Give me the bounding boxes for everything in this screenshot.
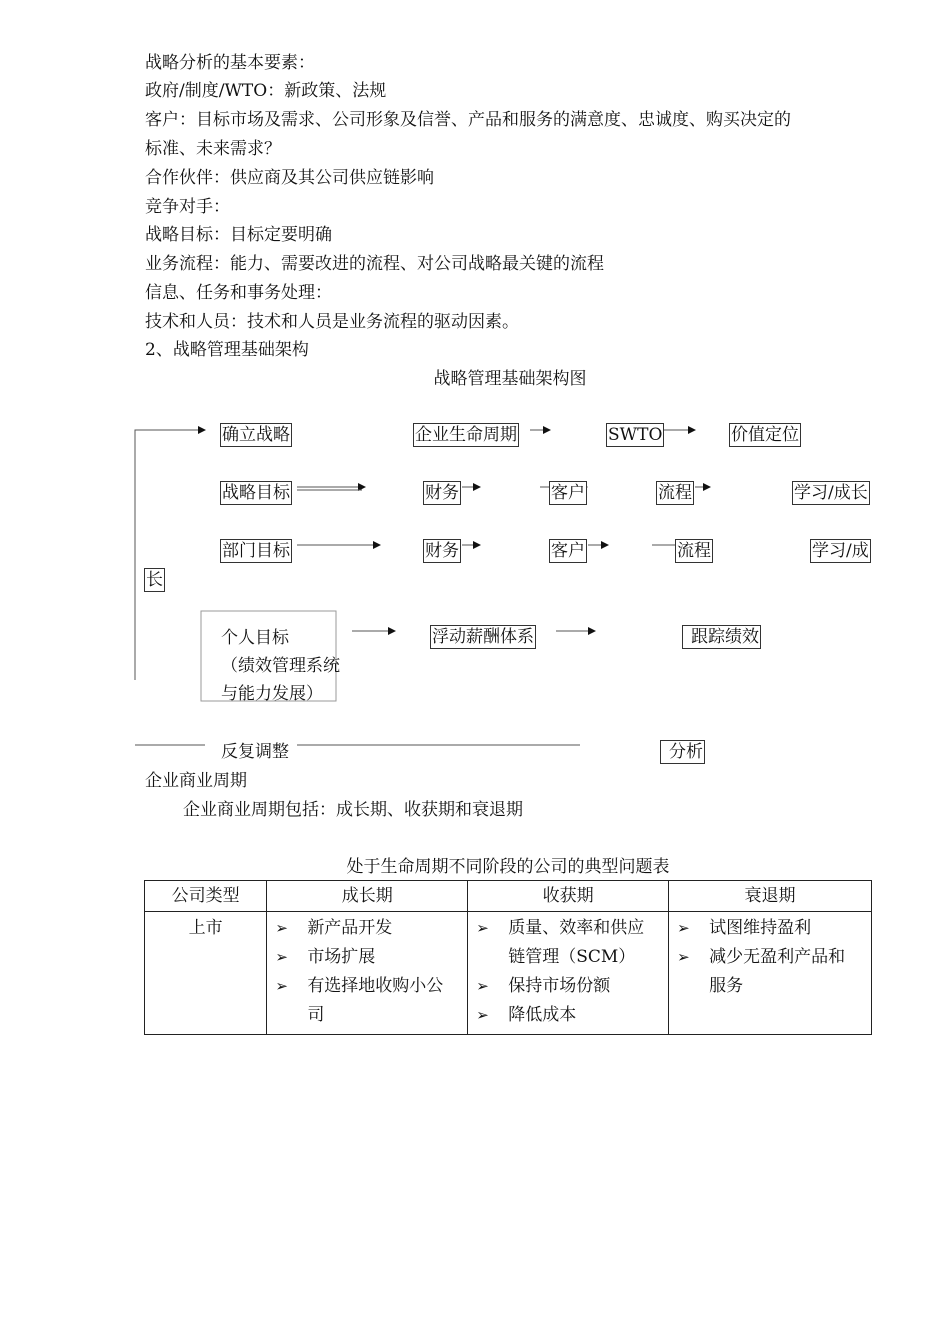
box-department-goal: 部门目标	[222, 541, 290, 561]
box-track-performance: 跟踪绩效	[682, 625, 761, 649]
individual-goal-line-3: 与能力发展）	[221, 684, 323, 704]
box-learning-growth-2-wrap: 长	[146, 570, 163, 590]
list-item: ➢ 质量、效率和供应链管理（SCM）	[474, 914, 648, 972]
cell-harvest	[468, 912, 669, 1035]
list-item: ➢ 有选择地收购小公司	[273, 972, 447, 1030]
paragraph-government: 政府/制度/WTO：新政策、法规	[145, 81, 387, 101]
header-harvest: 收获期	[468, 881, 669, 912]
diagram-title: 战略管理基础架构图	[433, 369, 587, 389]
paragraph-analysis-elements: 战略分析的基本要素：	[145, 53, 315, 73]
label-repeated-adjustment: 反复调整	[221, 742, 289, 762]
lifecycle-issues-table	[144, 880, 872, 1035]
box-variable-pay: 浮动薪酬体系	[432, 627, 534, 647]
cycle-text: 企业商业周期包括：成长期、收获期和衰退期	[183, 800, 523, 820]
list-item: ➢ 市场扩展	[273, 943, 461, 972]
box-swto: SWTO	[608, 425, 663, 445]
paragraph-customer-cont: 标准、未来需求？	[145, 139, 281, 159]
feedback-left-bracket	[135, 430, 205, 680]
table-header-row	[145, 881, 872, 912]
box-enterprise-lifecycle: 企业生命周期	[415, 425, 517, 445]
box-finance-1: 财务	[425, 483, 459, 503]
box-strategic-goal: 战略目标	[222, 483, 290, 503]
individual-goal-line-1: 个人目标	[221, 628, 289, 648]
box-finance-2: 财务	[425, 541, 459, 561]
header-growth: 成长期	[267, 881, 468, 912]
cell-growth	[267, 912, 468, 1035]
box-analysis: 分析	[660, 740, 705, 764]
header-decline: 衰退期	[669, 881, 872, 912]
box-process-1: 流程	[658, 483, 692, 503]
box-establish-strategy: 确立战略	[222, 425, 290, 445]
cycle-heading: 企业商业周期	[145, 771, 247, 791]
list-item: ➢ 减少无盈利产品和服务	[675, 943, 849, 1001]
box-value-positioning: 价值定位	[731, 425, 799, 445]
box-customer-2: 客户	[551, 541, 585, 561]
cell-company-type: 上市	[145, 912, 267, 1035]
section-heading-infrastructure: 2、战略管理基础架构	[145, 340, 309, 360]
table-caption: 处于生命周期不同阶段的公司的典型问题表	[346, 857, 670, 877]
list-item: ➢ 保持市场份额	[474, 972, 662, 1001]
cell-decline	[669, 912, 872, 1035]
list-item: ➢ 试图维持盈利	[675, 914, 865, 943]
box-learning-growth-2: 学习/成	[812, 541, 869, 561]
paragraph-customer: 客户：目标市场及需求、公司形象及信誉、产品和服务的满意度、忠诚度、购买决定的	[145, 110, 791, 130]
list-item: ➢ 降低成本	[474, 1001, 662, 1030]
header-company-type: 公司类型	[145, 881, 267, 912]
individual-goal-line-2: （绩效管理系统	[221, 656, 340, 676]
box-learning-growth-1: 学习/成长	[794, 483, 868, 503]
box-customer-1: 客户	[551, 483, 585, 503]
paragraph-information: 信息、任务和事务处理：	[145, 283, 332, 303]
paragraph-strategic-goal: 战略目标：目标定要明确	[145, 225, 332, 245]
paragraph-partners: 合作伙伴：供应商及其公司供应链影响	[145, 168, 434, 188]
table-row	[145, 912, 872, 1035]
list-item: ➢ 新产品开发	[273, 914, 461, 943]
paragraph-technology: 技术和人员：技术和人员是业务流程的驱动因素。	[145, 312, 519, 332]
paragraph-competitors: 竞争对手：	[145, 197, 230, 217]
paragraph-business-process: 业务流程：能力、需要改进的流程、对公司战略最关键的流程	[145, 254, 604, 274]
box-process-2: 流程	[677, 541, 711, 561]
